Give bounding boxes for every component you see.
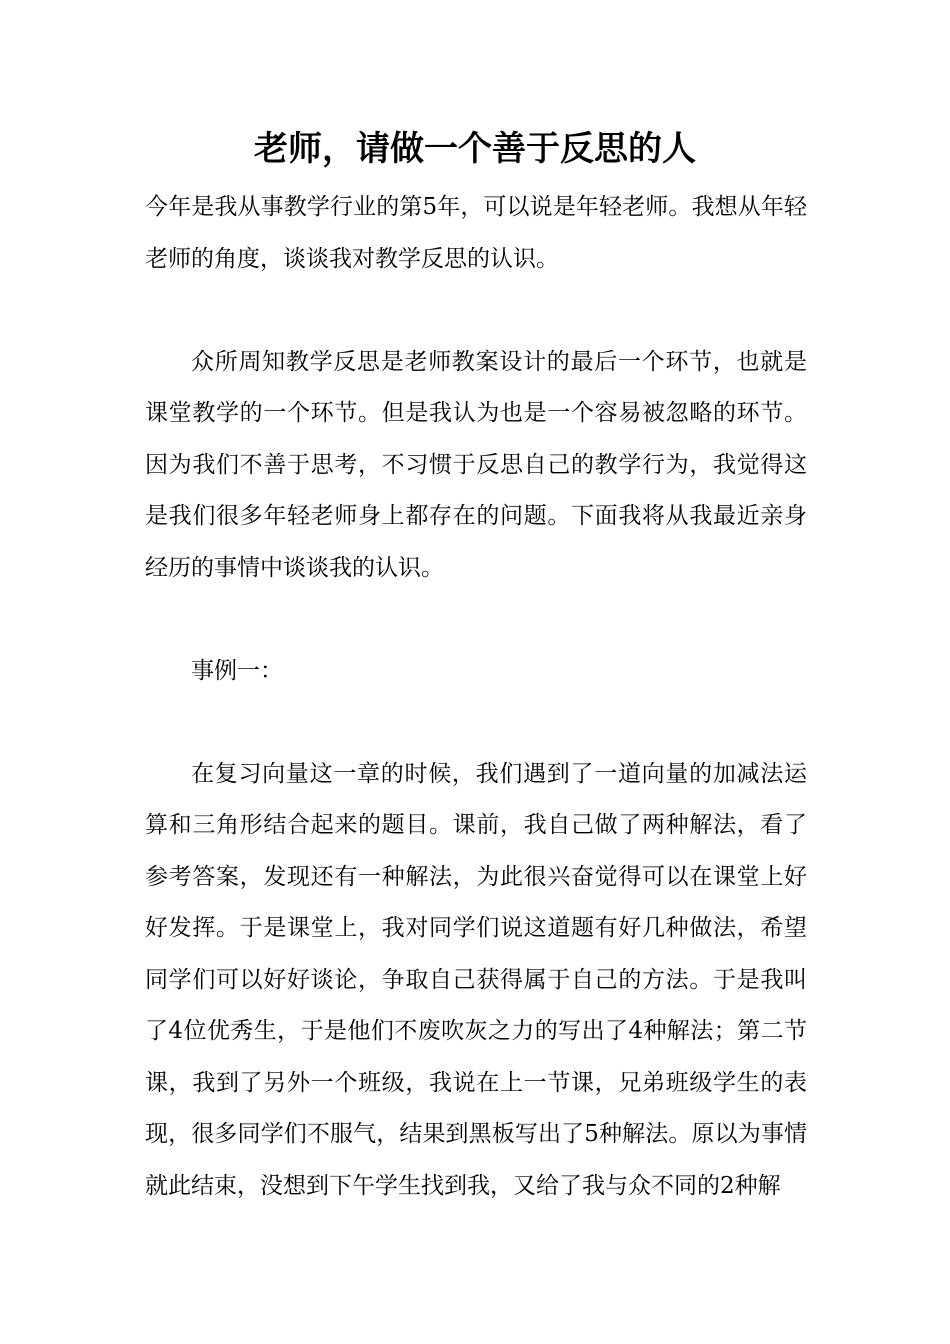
document-title: 老师，请做一个善于反思的人 [254, 129, 696, 169]
paragraph-spacer [145, 697, 807, 749]
document-body [145, 182, 807, 1212]
paragraph-spacer [145, 285, 807, 337]
paragraph-example-body: 在复习向量这一章的时候，我们遇到了一道向量的加减法运算和三角形结合起来的题目。课前，我自己做了两种解法，看了参考答案，发现还有一种解法，为此很兴奋觉得可以在课堂上好好发挥。于是课堂上，我对同学们说这道题有好几种做法，希望同学们可以好好谈论，争取自己获得属于自己的方法。于是我叫了4位优秀生，于是他们不废吹灰之力的写出了4种解法；第二节课，我到了另外一个班级，我说在上一节课，兄弟班级学生的表现，很多同学们不服气，结果到黑板写出了5种解法。原以为事情就此结束，没想到下午学生找到我，又给了我与众不同的2种解 [145, 760, 807, 1199]
paragraph-intro: 今年是我从事教学行业的第5年，可以说是年轻老师。我想从年轻老师的角度，谈谈我对教学反思的认识。 [145, 194, 807, 272]
paragraph-reflection: 众所周知教学反思是老师教案设计的最后一个环节，也就是课堂教学的一个环节。但是我认为也是一个容易被忽略的环节。因为我们不善于思考，不习惯于反思自己的教学行为，我觉得这是我们很多年轻老师身上都存在的问题。下面我将从我最近亲身经历的事情中谈谈我的认识。 [145, 348, 807, 581]
paragraph-example-heading: 事例一： [191, 657, 283, 684]
paragraph-spacer [145, 594, 807, 646]
